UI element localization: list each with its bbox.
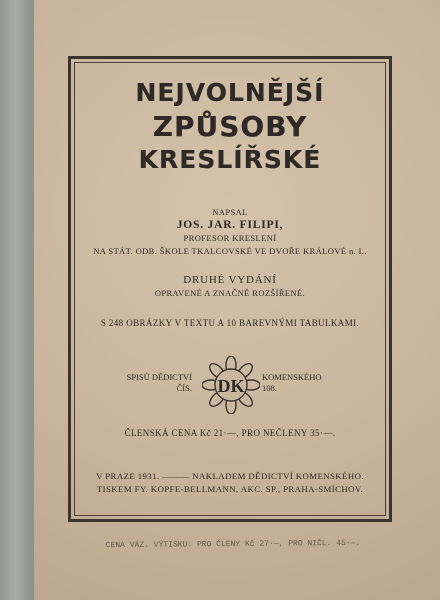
publisher-emblem bbox=[202, 356, 260, 414]
series-right-line-2: 108. bbox=[262, 383, 277, 393]
title-line-1: NEJVOLNĚJŠÍ bbox=[135, 78, 325, 107]
publisher-line: V PRAZE 1931. ——— NAKLADEM DĚDICTVÍ KOMENSKÉHO. bbox=[96, 471, 364, 481]
series-left-line-1: SPISŮ DĚDICTVÍ bbox=[126, 372, 192, 382]
printer-line: TISKEM FY. KOPFE-BELLMANN, AKC. SP., PRAHA-SMÍCHOV. bbox=[96, 484, 364, 494]
byline-intro: NAPSAL bbox=[212, 207, 248, 217]
series-right bbox=[262, 372, 354, 394]
price-stamp: CENA VÁZ. VÝTISKU: PRO ČLENY Kč 27·—, PRO NIČL. 45·—. bbox=[105, 538, 361, 551]
emblem-monogram: DK bbox=[217, 376, 245, 396]
title-line-2: ZPŮSOBY bbox=[152, 110, 308, 143]
series-left bbox=[100, 372, 192, 394]
school-line: NA STÁT. ODB. ŠKOLE TKALCOVSKÉ VE DVOŘE KRÁLOVÉ n. L. bbox=[93, 246, 367, 256]
author-name: JOS. JAR. FILIPI, bbox=[176, 219, 284, 231]
book-spine bbox=[0, 0, 35, 600]
edition-note: OPRAVENÉ A ZNAČNĚ ROZŠÍŘENÉ. bbox=[154, 288, 306, 298]
edition-title: DRUHÉ VYDÁNÍ bbox=[183, 274, 277, 286]
title-line-3: KRESLÍŘSKÉ bbox=[138, 145, 322, 174]
illustrations-line: S 248 OBRÁZKY V TEXTU A 10 BAREVNÝMI TABULKAMI. bbox=[100, 318, 360, 328]
author-role: PROFESOR KRESLENÍ bbox=[183, 233, 277, 243]
series-left-line-2: ČÍS. bbox=[176, 383, 192, 393]
price-line: ČLENSKÁ CENA Kč 21·—, PRO NEČLENY 35·—. bbox=[124, 428, 336, 438]
series-right-line-1: KOMENSKÉHO bbox=[262, 372, 322, 382]
